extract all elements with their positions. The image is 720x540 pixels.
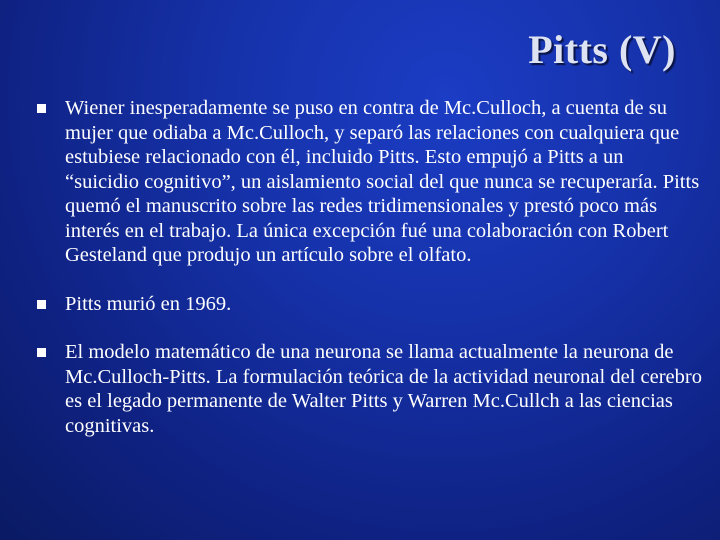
bullet-item	[36, 340, 702, 438]
slide-title: Pitts (V)	[528, 27, 676, 72]
bullet-text: Pitts murió en 1969.	[65, 292, 232, 315]
bullet-text: El modelo matemático de una neurona se llama actualmente la neurona de Mc.Culloch-Pitts. La formulación teórica de la actividad neuronal del cerebro es el legado permanente de Walter Pitts y Warren Mc.Cullch a las ciencias cognitivas.	[65, 341, 702, 437]
bullet-list	[36, 96, 702, 438]
square-bullet-icon	[37, 300, 46, 309]
bullet-item	[36, 292, 702, 317]
square-bullet-icon	[37, 104, 46, 113]
square-bullet-icon	[37, 348, 46, 357]
bullet-text: Wiener inesperadamente se puso en contra de Mc.Culloch, a cuenta de su mujer que odiaba a Mc.Culloch, y separó las relaciones con cualquiera que estubiese relacionado con él, incluido Pitts. Esto empujó a Pitts a un “suicidio cognitivo”, un aislamiento social del que nunca se recuperaría. Pitts quemó el manuscrito sobre las redes tridimensionales y prestó poco más interés en el trabajo. La única excepción fué una colaboración con Robert Gesteland que produjo un artículo sobre el olfato.	[65, 97, 700, 266]
bullet-item	[36, 96, 702, 268]
